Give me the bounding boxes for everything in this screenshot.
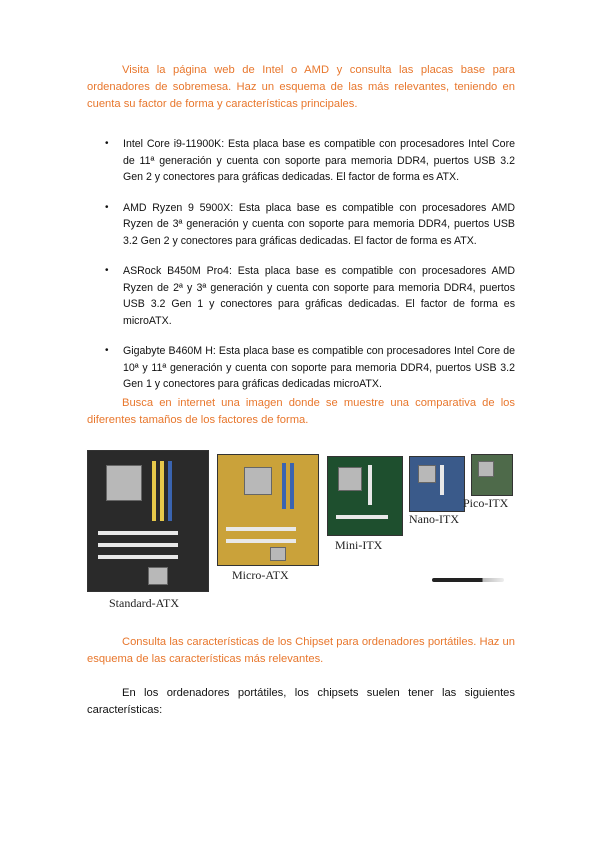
label-standard-atx: Standard-ATX — [109, 596, 179, 610]
mini-itx-board-icon — [327, 456, 403, 536]
list-item: • Intel Core i9-11900K: Esta placa base es compatible con procesadores Intel Core de 11ª generación y cuenta con soporte para memoria DDR4, puertos USB 3.2 Gen 2 y conectores para gráficas dedicadas. El factor de forma es ATX. — [105, 138, 515, 183]
image-prompt-paragraph: Busca en internet una imagen donde se muestre una comparativa de los diferentes tamaños de los factores de forma. — [87, 397, 515, 426]
list-item: • AMD Ryzen 9 5900X: Esta placa base es compatible con procesadores AMD Ryzen de 3ª generación y cuenta con soporte para memoria DDR4, puertos USB 3.2 Gen 2 y conectores para gráficas dedicadas. El factor de forma es ATX. — [105, 201, 515, 247]
nano-itx-board-icon — [409, 456, 465, 512]
chipset-intro-paragraph: En los ordenadores portátiles, los chipsets suelen tener las siguientes características: — [87, 687, 515, 716]
label-micro-atx: Micro-ATX — [232, 568, 289, 582]
bullet-icon: • — [105, 265, 109, 276]
list-item: • Gigabyte B460M H: Esta placa base es compatible con procesadores Intel Core de 10ª y 11ª generación y cuenta con soporte para memoria DDR4, puertos USB 3.2 Gen 1 y conectores para gráficas dedicadas microATX. — [105, 345, 515, 390]
bullet-icon: • — [105, 201, 109, 213]
pico-itx-board-icon — [471, 454, 513, 496]
list-item: • ASRock B450M Pro4: Esta placa base es compatible con procesadores AMD Ryzen de 2ª y 3ª generación y cuenta con soporte para memoria DDR4, puertos USB 3.2 Gen 1 y conectores para gráficas dedicadas. El factor de forma es microATX. — [105, 265, 515, 327]
label-mini-itx: Mini-ITX — [335, 538, 383, 552]
intro-paragraph: Visita la página web de Intel o AMD y consulta las placas base para ordenadores de sobremesa. Haz un esquema de las más relevantes, teniendo en cuenta su factor de forma y características principales. — [87, 64, 515, 110]
label-nano-itx: Nano-ITX — [409, 512, 459, 526]
form-factor-comparison-image — [87, 450, 517, 620]
micro-atx-board-icon — [217, 454, 319, 566]
chipset-prompt-paragraph: Consulta las características de los Chipset para ordenadores portátiles. Haz un esquema de las características más relevantes. — [87, 636, 515, 665]
standard-atx-board-icon — [87, 450, 209, 592]
bullet-icon: • — [105, 138, 109, 149]
boards-list — [87, 136, 515, 407]
pen-icon — [432, 578, 504, 582]
bullet-icon: • — [105, 345, 109, 356]
label-pico-itx: Pico-ITX — [463, 496, 509, 510]
